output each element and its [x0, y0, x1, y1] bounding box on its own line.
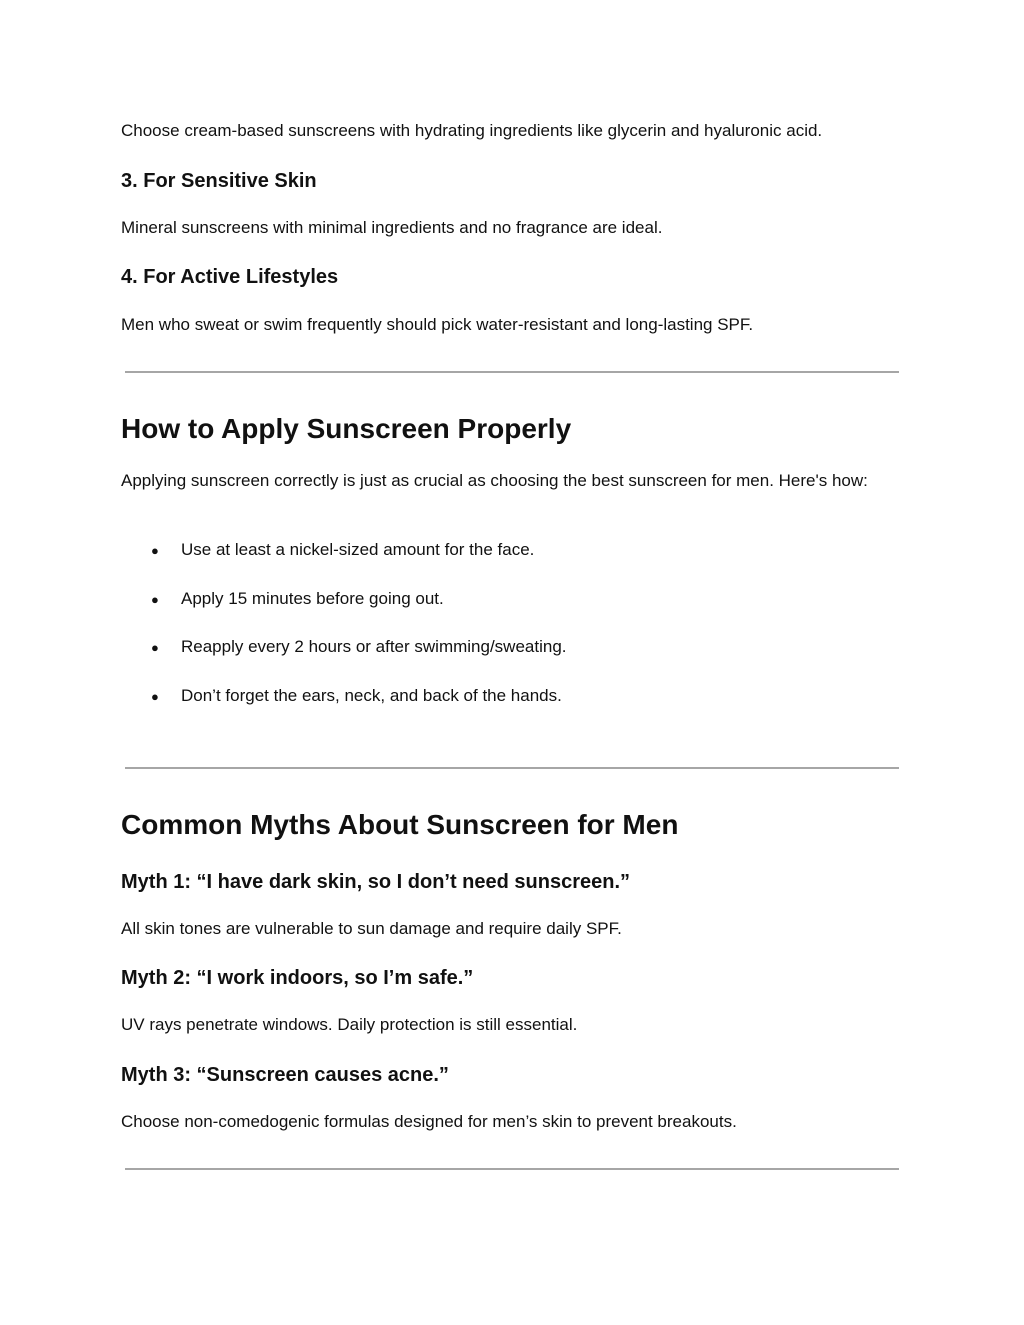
sensitive-skin-text: Mineral sunscreens with minimal ingredients and no fragrance are ideal.	[121, 218, 663, 237]
myth-3-heading: Myth 3: “Sunscreen causes acne.”	[121, 1064, 449, 1086]
horizontal-divider	[125, 767, 899, 769]
bullet-icon: ●	[151, 689, 159, 704]
list-item-text: Apply 15 minutes before going out.	[181, 589, 444, 608]
list-item	[151, 684, 562, 709]
list-item	[151, 538, 534, 563]
myth-3-text: Choose non-comedogenic formulas designed for men’s skin to prevent breakouts.	[121, 1112, 737, 1131]
myths-section-title: Common Myths About Sunscreen for Men	[121, 809, 679, 840]
list-item	[151, 635, 567, 660]
section-heading-sensitive-skin: 3. For Sensitive Skin	[121, 170, 317, 192]
horizontal-divider	[125, 1168, 899, 1170]
list-item-text: Use at least a nickel-sized amount for the face.	[181, 540, 535, 559]
bullet-icon: ●	[151, 640, 159, 655]
active-lifestyles-text: Men who sweat or swim frequently should pick water-resistant and long-lasting SPF.	[121, 315, 754, 334]
myth-2-heading: Myth 2: “I work indoors, so I’m safe.”	[121, 967, 474, 989]
section-heading-active-lifestyles: 4. For Active Lifestyles	[121, 266, 339, 288]
apply-section-intro: Applying sunscreen correctly is just as crucial as choosing the best sunscreen for men. Here's how:	[121, 471, 868, 490]
bullet-icon: ●	[151, 592, 159, 607]
apply-section-title: How to Apply Sunscreen Properly	[121, 413, 572, 444]
list-item-text: Reapply every 2 hours or after swimming/sweating.	[181, 637, 567, 656]
myth-1-heading: Myth 1: “I have dark skin, so I don’t need sunscreen.”	[121, 871, 631, 893]
horizontal-divider	[125, 371, 899, 373]
bullet-icon: ●	[151, 543, 159, 558]
list-item-text: Don’t forget the ears, neck, and back of the hands.	[181, 686, 562, 705]
myth-1-text: All skin tones are vulnerable to sun damage and require daily SPF.	[121, 919, 622, 938]
myth-2-text: UV rays penetrate windows. Daily protection is still essential.	[121, 1015, 578, 1034]
list-item	[151, 587, 444, 612]
dry-skin-text: Choose cream-based sunscreens with hydrating ingredients like glycerin and hyaluronic acid.	[121, 121, 823, 140]
